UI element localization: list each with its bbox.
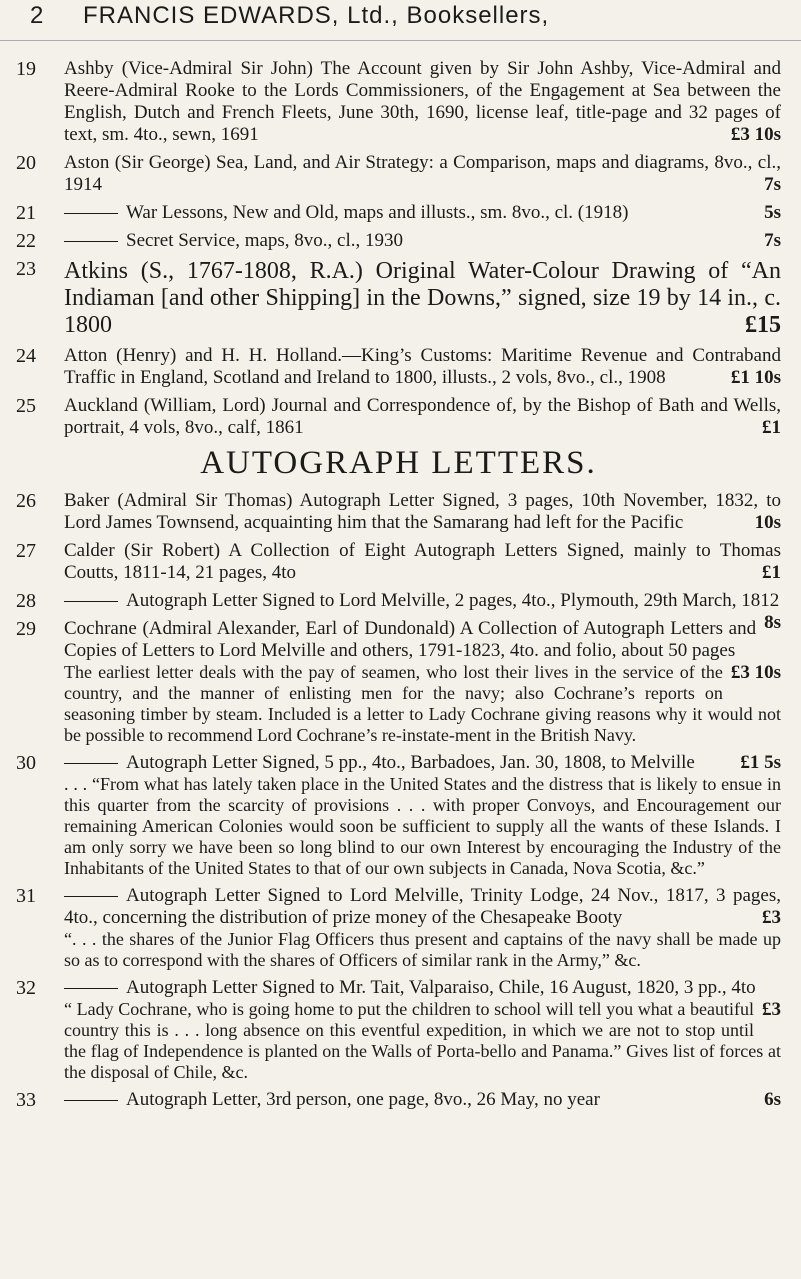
catalogue-entry	[16, 395, 781, 439]
entry-price: 7s	[764, 174, 781, 195]
entry-description	[64, 885, 781, 929]
entry-description	[64, 618, 781, 683]
entry-number: 31	[16, 885, 36, 907]
entry-note: The earliest letter deals with the pay of seamen, who lost their lives in the service of the country, and the manner of enlisting men for the navy; also Cochrane’s reports on seasoning timber by steam. Included is a letter to Lady Cochrane giving reasons why it would not be possible to recommend Lord Cochrane’s re-instate-ment in the British Navy.	[64, 662, 781, 745]
entry-description	[64, 230, 781, 252]
entry-description	[64, 1089, 781, 1111]
catalogue-entry	[16, 58, 781, 146]
entry-note: “ Lady Cochrane, who is going home to put the children to school will tell you what a beautiful country this is . . . long absence on this eventful expedition, in which we are not to stop until the flag of Independence is planted on the Walls of Porta-bello and Panama.” Gives list of forces at the disposal of Chile, &c.	[64, 999, 781, 1082]
entry-price: £1 10s	[730, 367, 781, 388]
catalogue-entry	[16, 752, 781, 879]
entry-text: Cochrane (Admiral Alexander, Earl of Dundonald) A Collection of Autograph Letters and Copies of Letters to Lord Melville and others, 1791-1823, 4to. and folio, about 50 pages	[64, 618, 757, 661]
entry-description	[64, 490, 781, 534]
catalogue-entry	[16, 1089, 781, 1111]
ditto-dash	[64, 988, 118, 989]
entry-price: 7s	[764, 230, 781, 251]
entry-text: Aston (Sir George) Sea, Land, and Air Strategy: a Comparison, maps and diagrams, 8vo., cl., 1914	[64, 152, 781, 195]
entry-price: £1	[762, 417, 781, 438]
entry-number: 25	[16, 395, 36, 417]
page-number: 2	[30, 2, 45, 29]
entry-description	[64, 202, 781, 224]
catalogue-entry	[16, 152, 781, 196]
entry-text: Atkins (S., 1767-1808, R.A.) Original Water-Colour Drawing of “An Indiaman [and other Shipping] in the Downs,” signed, size 19 by 14 in., c. 1800	[64, 258, 781, 338]
entry-price: 8s	[764, 612, 781, 633]
entry-text: Autograph Letter Signed to Lord Melville, 2 pages, 4to., Plymouth, 29th March, 1812	[126, 590, 780, 611]
entry-number: 32	[16, 977, 36, 999]
page-header	[0, 0, 801, 40]
entries-list-letters	[16, 490, 781, 1111]
entry-number: 22	[16, 230, 36, 252]
catalogue-entries	[16, 58, 781, 1117]
header-rule	[0, 40, 801, 41]
entry-number: 27	[16, 540, 36, 562]
entry-price: £3 10s	[730, 124, 781, 145]
section-heading: AUTOGRAPH LETTERS.	[200, 445, 597, 481]
entry-text: Autograph Letter, 3rd person, one page, 8vo., 26 May, no year	[126, 1089, 600, 1110]
catalogue-entry	[16, 345, 781, 389]
entry-number: 19	[16, 58, 36, 80]
catalogue-entry	[16, 618, 781, 746]
entry-price: 6s	[764, 1089, 781, 1110]
entry-description	[64, 258, 781, 339]
entry-text: Autograph Letter Signed, 5 pp., 4to., Barbadoes, Jan. 30, 1808, to Melville	[126, 752, 695, 773]
entries-list-top	[16, 58, 781, 439]
entry-number: 29	[16, 618, 36, 640]
catalogue-entry	[16, 540, 781, 584]
entry-text: Auckland (William, Lord) Journal and Correspondence of, by the Bishop of Bath and Wells, portrait, 4 vols, 8vo., calf, 1861	[64, 395, 781, 438]
entry-price: £1	[762, 562, 781, 583]
entry-description	[64, 58, 781, 146]
entry-number: 21	[16, 202, 36, 224]
entry-number: 26	[16, 490, 36, 512]
entry-text: Secret Service, maps, 8vo., cl., 1930	[126, 230, 404, 251]
entry-price: £15	[745, 312, 781, 338]
entry-text: Atton (Henry) and H. H. Holland.—King’s Customs: Maritime Revenue and Contraband Traffic in England, Scotland and Ireland to 1800, illusts., 2 vols, 8vo., cl., 1908	[64, 345, 781, 388]
entry-description	[64, 540, 781, 584]
entry-description	[64, 395, 781, 439]
entry-text: Calder (Sir Robert) A Collection of Eight Autograph Letters Signed, mainly to Thomas Coutts, 1811-14, 21 pages, 4to	[64, 540, 781, 583]
entry-text: Baker (Admiral Sir Thomas) Autograph Letter Signed, 3 pages, 10th November, 1832, to Lord James Townsend, acquainting him that the Samarang had left for the Pacific	[64, 490, 781, 533]
catalogue-entry	[16, 258, 781, 339]
catalogue-entry	[16, 202, 781, 224]
entry-description	[64, 590, 781, 633]
entry-description	[64, 977, 781, 1020]
entry-number: 20	[16, 152, 36, 174]
entry-description	[64, 152, 781, 196]
entry-number: 28	[16, 590, 36, 612]
entry-number: 30	[16, 752, 36, 774]
entry-note: . . . “From what has lately taken place in the United States and the distress that is likely to ensue in this quarter from the scarcity of provisions . . . with proper Convoys, and Encouragement our remaining American Colonies would soon be sufficient to supply all the wants of these Islands. I am only sorry we have been so long blind to our own Interest by encouraging the Industry of the Inhabitants of the United States to that of our own subjects in Canada, Nova Scotia, &c.”	[64, 774, 781, 878]
entry-price: £1 5s	[740, 752, 781, 773]
catalogue-entry	[16, 590, 781, 633]
catalogue-entry	[16, 885, 781, 971]
entry-price: 10s	[754, 512, 781, 533]
catalogue-entry	[16, 977, 781, 1083]
ditto-dash	[64, 213, 118, 214]
catalogue-entry	[16, 490, 781, 534]
entry-text: Ashby (Vice-Admiral Sir John) The Account given by Sir John Ashby, Vice-Admiral and Reere-Admiral Rooke to the Lords Commissioners, of the Engagement at Sea between the English, Dutch and French Fleets, June 30th, 1690, license leaf, title-page and 32 pages of text, sm. 4to., sewn, 1691	[64, 58, 781, 145]
entry-description	[64, 345, 781, 389]
entry-price: £3	[762, 907, 781, 928]
entry-number: 33	[16, 1089, 36, 1111]
ditto-dash	[64, 1100, 118, 1101]
entry-number: 23	[16, 258, 36, 280]
ditto-dash	[64, 601, 118, 602]
entry-text: Autograph Letter Signed to Mr. Tait, Valparaiso, Chile, 16 August, 1820, 3 pp., 4to	[126, 977, 756, 998]
entry-price: £3 10s	[730, 662, 781, 683]
entry-description	[64, 752, 781, 774]
entry-note: “. . . the shares of the Junior Flag Officers thus present and captains of the navy shall be made up so as to correspond with the shares of Officers of similar rank in the Army,” &c.	[64, 929, 781, 970]
ditto-dash	[64, 241, 118, 242]
entry-text: War Lessons, New and Old, maps and illusts., sm. 8vo., cl. (1918)	[126, 202, 629, 223]
ditto-dash	[64, 896, 118, 897]
entry-number: 24	[16, 345, 36, 367]
ditto-dash	[64, 763, 118, 764]
catalogue-entry	[16, 230, 781, 252]
running-head: FRANCIS EDWARDS, Ltd., Booksellers,	[83, 2, 550, 29]
entry-price: £3	[762, 999, 781, 1020]
entry-price: 5s	[764, 202, 781, 223]
entry-text: Autograph Letter Signed to Lord Melville, Trinity Lodge, 24 Nov., 1817, 3 pages, 4to., concerning the distribution of prize money of the Chesapeake Booty	[64, 885, 781, 928]
